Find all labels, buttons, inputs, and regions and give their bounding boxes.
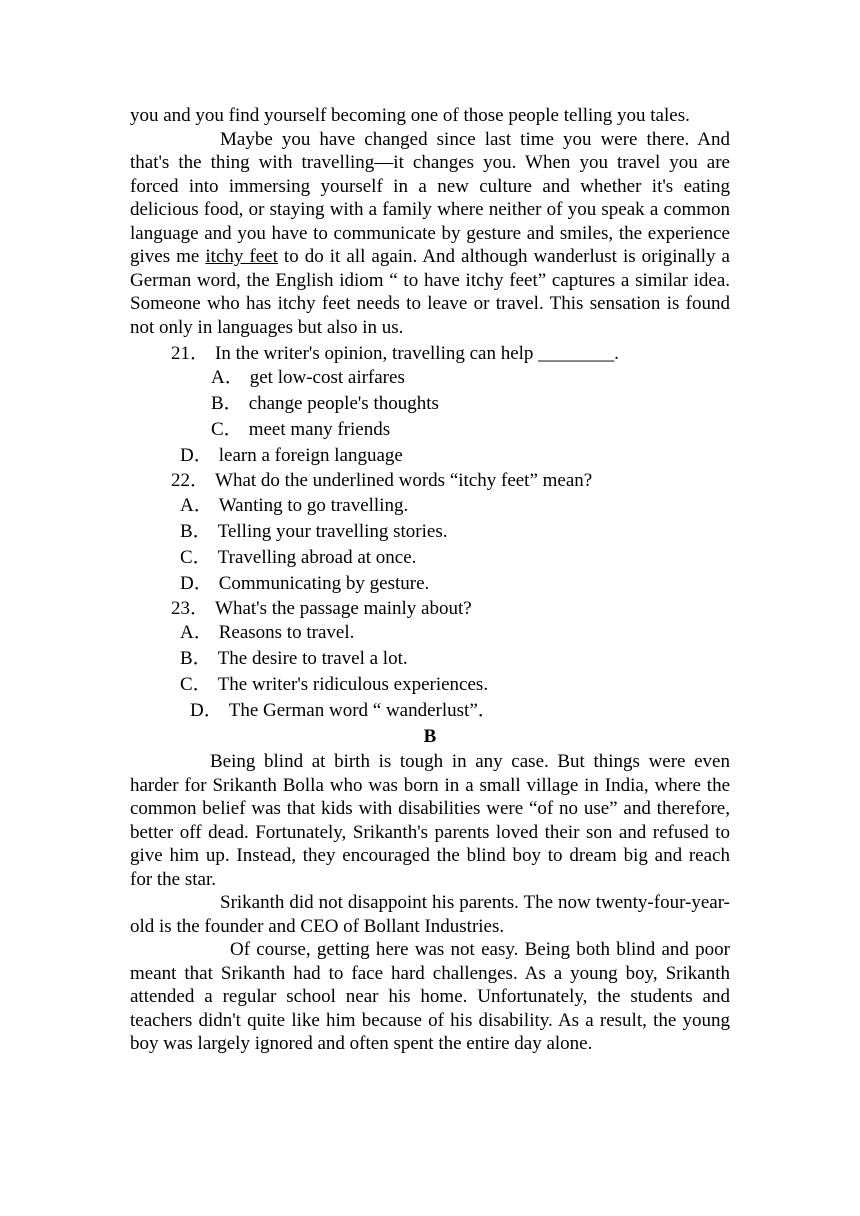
question-23-option-b bbox=[180, 646, 730, 672]
question-22-option-c bbox=[180, 545, 730, 571]
option-text: The writer's ridiculous experiences. bbox=[217, 674, 489, 695]
option-text: Reasons to travel. bbox=[218, 622, 355, 643]
option-text: Travelling abroad at once. bbox=[217, 546, 417, 568]
passage-a-text-before-underline: Maybe you have changed since last time you were there. And that's the thing with travelling—it changes you. When you travel you are forced into immersing yourself in a new culture and whether it's eating delicious food, or staying with a family where neither of you speak a common language and you have to communicate by gesture and smiles, the experience gives me bbox=[130, 128, 730, 267]
passage-b-paragraph-1: Being blind at birth is tough in any case. But things were even harder for Srikanth Bolla who was born in a small village in India, where the common belief was that kids with disabilities were “of no use” and therefore, better off dead. Fortunately, Srikanth's parents loved their son and refused to give him up. Instead, they encouraged the blind boy to dream big and reach for the star. bbox=[130, 751, 730, 890]
option-text: get low-cost airfares bbox=[249, 367, 405, 388]
question-23-option-a bbox=[180, 620, 730, 646]
question-21-stem bbox=[171, 342, 730, 366]
passage-b-paragraph-3: Of course, getting here was not easy. Being both blind and poor meant that Srikanth had to face hard challenges. As a young boy, Srikanth attended a regular school near his home. Unfortunately, the students and teachers didn't quite like him because of his disability. As a result, the young boy was largely ignored and often spent the entire day alone. bbox=[130, 939, 730, 1054]
question-21-option-c bbox=[211, 417, 730, 443]
option-letter: D． bbox=[180, 445, 213, 466]
option-letter: A． bbox=[180, 622, 213, 643]
passage-a-paragraph bbox=[130, 128, 730, 340]
passage-b-paragraph-2: Srikanth did not disappoint his parents. The now twenty-four-year-old is the founder and CEO of Bollant Industries. bbox=[130, 892, 730, 937]
question-23-option-d bbox=[190, 698, 730, 724]
passage-a-text-after-underline: to do it all again. And although wanderlust is originally a German word, the English idiom “ to have itchy feet” captures a similar idea. Someone who has itchy feet needs to leave or travel. This sensation is found not only in languages but also in us. bbox=[130, 246, 730, 338]
option-text: The German word “ wanderlust”． bbox=[228, 700, 497, 721]
passage-a-continuation-line: you and you find yourself becoming one of those people telling you tales. bbox=[130, 105, 690, 126]
question-23-stem bbox=[171, 597, 730, 621]
document-page bbox=[130, 104, 730, 1056]
option-letter: C． bbox=[180, 674, 212, 695]
underlined-words: itchy feet bbox=[205, 246, 278, 267]
question-21-option-b bbox=[211, 391, 730, 417]
question-22-option-d bbox=[180, 571, 730, 597]
option-letter: C． bbox=[180, 546, 212, 568]
option-text: Telling your travelling stories. bbox=[217, 520, 448, 542]
question-22-option-b bbox=[180, 519, 730, 545]
option-text: meet many friends bbox=[248, 419, 391, 440]
option-text: learn a foreign language bbox=[218, 445, 403, 466]
option-text: Communicating by gesture. bbox=[218, 572, 430, 594]
question-text: In the writer's opinion, travelling can help ________. bbox=[215, 342, 619, 364]
option-text: Wanting to go travelling. bbox=[218, 494, 409, 516]
question-23-option-c bbox=[180, 672, 730, 698]
option-letter: D． bbox=[190, 700, 223, 721]
question-number: 22． bbox=[171, 470, 210, 491]
option-letter: C． bbox=[211, 419, 243, 440]
question-text: What's the passage mainly about? bbox=[215, 597, 472, 619]
option-letter: A． bbox=[211, 367, 244, 388]
question-text: What do the underlined words “itchy feet” mean? bbox=[215, 470, 593, 491]
section-heading: B bbox=[423, 726, 437, 747]
option-letter: B． bbox=[180, 648, 212, 669]
option-letter: D． bbox=[180, 572, 213, 594]
question-21-option-a bbox=[211, 365, 730, 391]
option-letter: B． bbox=[180, 520, 212, 542]
option-letter: A． bbox=[180, 494, 213, 516]
question-number: 23． bbox=[171, 597, 210, 619]
question-22-option-a bbox=[180, 493, 730, 519]
question-number: 21． bbox=[171, 342, 210, 364]
option-letter: B． bbox=[211, 393, 243, 414]
option-text: The desire to travel a lot. bbox=[217, 648, 408, 669]
question-21-option-d bbox=[180, 443, 730, 469]
option-text: change people's thoughts bbox=[248, 393, 439, 414]
question-22-stem bbox=[171, 469, 730, 493]
